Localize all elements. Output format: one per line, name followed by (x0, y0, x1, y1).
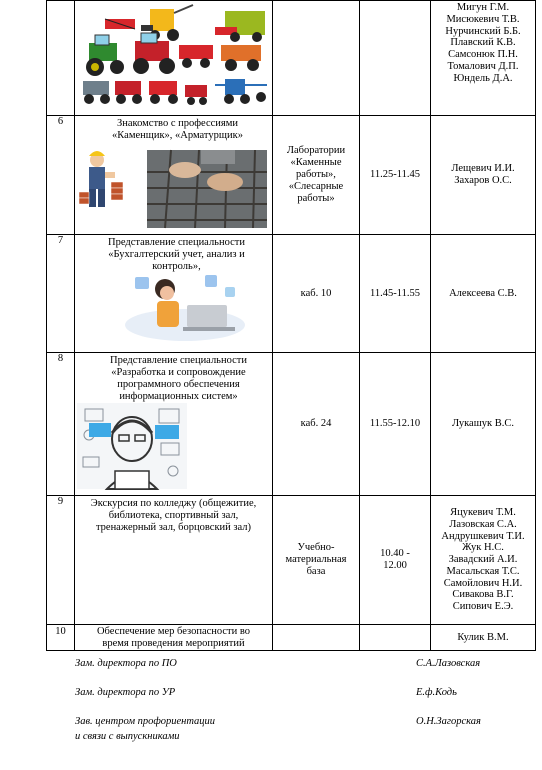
signature-name: О.Н.Загорская (416, 716, 481, 727)
time-cell: 10.40 - 12.00 (360, 496, 431, 625)
row-number: 8 (47, 353, 75, 496)
responsible-cell (431, 625, 536, 651)
responsible-name: Захаров О.С. (454, 175, 512, 186)
accountant-image (75, 273, 272, 343)
programmer-image (75, 403, 272, 491)
place-cell: Лаборатории «Каменные работы», «Слесарные работы» (273, 116, 360, 235)
activity-text: Экскурсия по колледжу (общежитие, библиотека, спортивный зал, тренажерный зал, борцовский зал) (90, 498, 257, 533)
responsible-cell (431, 353, 536, 496)
row-number: 9 (47, 496, 75, 625)
signature-name: Е.ф.Кодь (416, 687, 457, 698)
signature-title: Зам. директора по ПО (75, 658, 177, 669)
responsible-name: Самсонюк П.Н. (448, 49, 518, 61)
time-cell (360, 625, 431, 651)
responsible-name: Мигун Г.М. (456, 2, 510, 13)
activity-text: Знакомство с профессиями «Каменщик», «Арматурщик» (112, 118, 243, 141)
table-row (47, 235, 536, 353)
responsible-cell (431, 116, 536, 235)
place-cell: Учебно-материальная база (273, 496, 360, 625)
agricultural-machinery-image (75, 1, 272, 111)
signature-title: Зав. центром профориентации (75, 716, 216, 727)
place-cell (273, 1, 360, 116)
table-row (47, 1, 536, 116)
row-number: 10 (47, 625, 75, 651)
activity-cell (75, 625, 273, 651)
activity-text: Представление специальности «Разработка и сопровождение программного обеспечения информационных систем» (110, 355, 247, 402)
signature-name: С.А.Лазовская (416, 658, 481, 669)
activity-cell (75, 353, 273, 496)
responsible-cell (431, 235, 536, 353)
schedule-table (46, 0, 536, 651)
table-row (47, 496, 536, 625)
activity-cell (75, 496, 273, 625)
responsible-name: Андрушкевич Т.И. (441, 530, 525, 542)
activity-cell (75, 1, 273, 116)
responsible-name: Юндель Д.А. (453, 72, 513, 84)
responsible-name: Самойлович Н.И. (443, 577, 523, 589)
responsible-cell (431, 496, 536, 625)
responsible-name: Завадский А.И. (448, 554, 518, 566)
responsible-name: Яцукевич Т.М. (450, 506, 516, 518)
place-cell (273, 625, 360, 651)
bricklayer-image (75, 142, 272, 230)
responsible-name: Лазовская С.А. (449, 518, 517, 530)
time-cell: 11.55-12.10 (360, 353, 431, 496)
table-row (47, 353, 536, 496)
signature-title: и связи с выпускниками (75, 731, 180, 742)
responsible-name: Нурчинский Б.Б. (445, 25, 521, 37)
responsible-name: Алексеева С.В. (449, 287, 517, 299)
activity-cell (75, 116, 273, 235)
table-row (47, 625, 536, 651)
table-row (47, 116, 536, 235)
time-cell: 11.45-11.55 (360, 235, 431, 353)
time-cell: 11.25-11.45 (360, 116, 431, 235)
responsible-name: Томалович Д.П. (447, 60, 519, 72)
row-number: 7 (47, 235, 75, 353)
activity-cell (75, 235, 273, 353)
signature-title: Зам. директора по УР (75, 687, 176, 698)
row-number (47, 1, 75, 116)
responsible-name: Кулик В.М. (457, 631, 509, 643)
responsible-name: Лукашук В.С. (451, 418, 515, 430)
responsible-name: Лещевич И.И. (451, 163, 515, 175)
responsible-name: Сивакова В.Г. (452, 589, 514, 601)
responsible-name: Плавский К.В. (450, 37, 516, 49)
place-cell: каб. 10 (273, 235, 360, 353)
place-cell: каб. 24 (273, 353, 360, 496)
row-number: 6 (47, 116, 75, 235)
activity-text: Обеспечение мер безопасности во время проведения мероприятий (96, 626, 251, 649)
responsible-name: Мисюкевич Т.В. (446, 13, 520, 25)
activity-text: Представление специальности «Бухгалтерский учет, анализ и контроль», (108, 237, 245, 272)
responsible-name: Жук Н.С. (462, 542, 504, 554)
responsible-name: Масальская Т.С. (446, 565, 520, 577)
responsible-name: Сипович Е.Э. (452, 601, 514, 613)
responsible-cell (431, 1, 536, 116)
time-cell (360, 1, 431, 116)
